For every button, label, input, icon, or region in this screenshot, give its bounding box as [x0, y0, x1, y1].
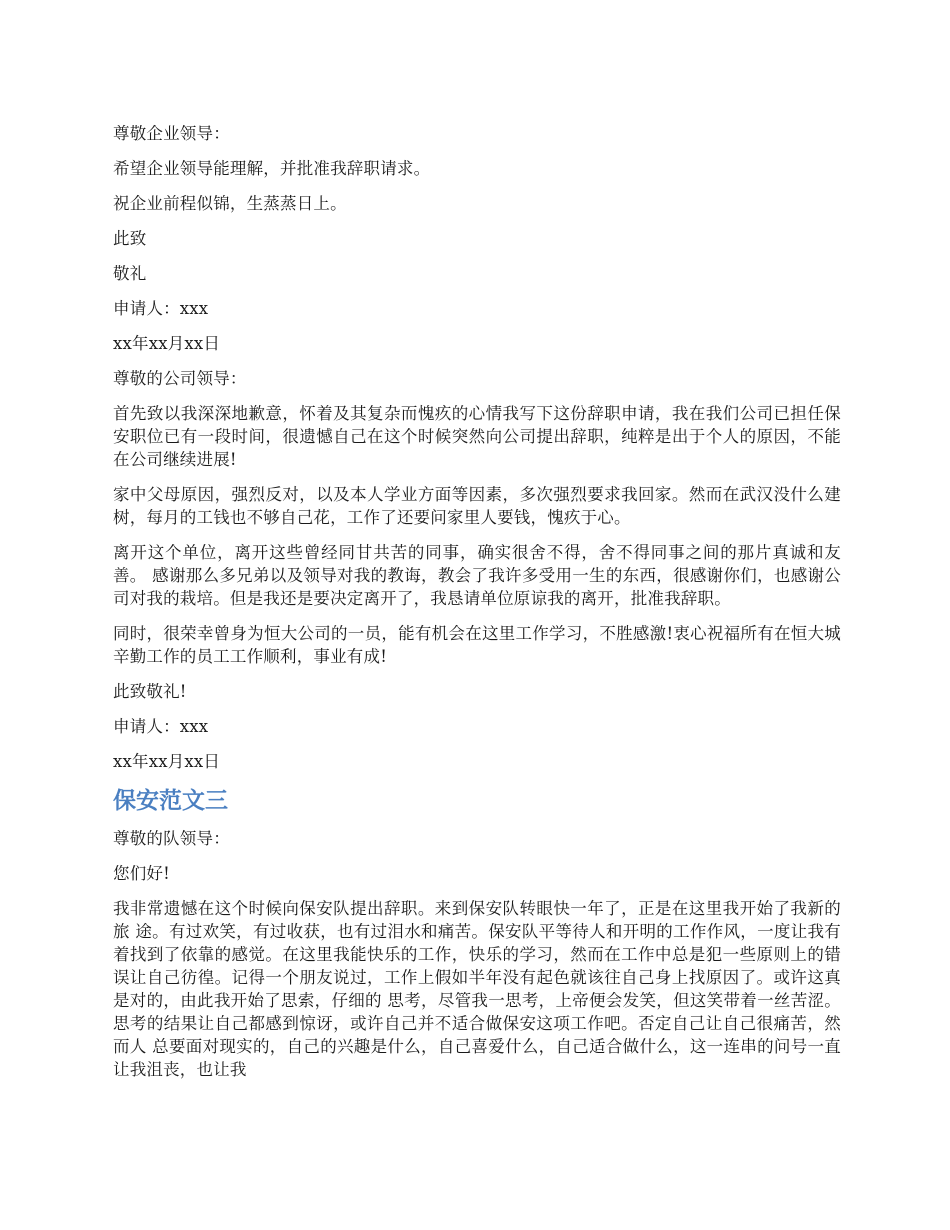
closing-jingli: 敬礼 [113, 264, 147, 283]
body-paragraph: 家中父母原因，强烈反对，以及本人学业方面等因素，多次强烈要求我回家。然而在武汉没什么建树，每月的工钱也不够自己花，工作了还要问家里人要钱，愧疚于心。 [113, 485, 841, 527]
greeting-line: 您们好! [113, 864, 170, 883]
closing-line: 此致敬礼! [113, 682, 187, 701]
body-paragraph: 同时，很荣幸曾身为恒大公司的一员，能有机会在这里工作学习，不胜感激!衷心祝福所有在恒大城辛勤工作的员工工作顺利，事业有成! [113, 624, 841, 666]
closing-cizhi: 此致 [113, 229, 147, 248]
applicant-line: 申请人：xxx [113, 717, 209, 736]
date-line: xx年xx月xx日 [113, 752, 221, 771]
request-line: 希望企业领导能理解，并批准我辞职请求。 [113, 159, 431, 178]
salutation: 尊敬的公司领导： [113, 369, 247, 388]
salutation: 尊敬企业领导： [113, 124, 230, 143]
salutation: 尊敬的队领导： [113, 829, 230, 848]
wish-line: 祝企业前程似锦，生蒸蒸日上。 [113, 194, 347, 213]
date-line: xx年xx月xx日 [113, 334, 221, 353]
document-page [113, 122, 841, 1093]
applicant-line: 申请人：xxx [113, 299, 209, 318]
section-heading: 保安范文三 [113, 788, 228, 814]
body-paragraph: 我非常遗憾在这个时候向保安队提出辞职。来到保安队转眼快一年了，正是在这里我开始了我新的旅 途。有过欢笑，有过收获，也有过泪水和痛苦。保安队平等待人和开明的工作作风，一度让我有着找到了依靠的感觉。在这里我能快乐的工作，快乐的学习，然而在工作中总是犯一些原则上的错误让自己彷徨。记得一个朋友说过，工作上假如半年没有起色就该往自己身上找原因了。或许这真是对的，由此我开始了思索，仔细的 思考，尽管我一思考，上帝便会发笑，但这笑带着一丝苦涩。思考的结果让自己都感到惊讶，或许自己并不适合做保安这项工作吧。否定自己让自己很痛苦，然而人 总要面对现实的，自己的兴趣是什么，自己喜爱什么，自己适合做什么，这一连串的问号一直让我沮丧，也让我 [113, 899, 841, 1079]
body-paragraph: 首先致以我深深地歉意，怀着及其复杂而愧疚的心情我写下这份辞职申请，我在我们公司已担任保安职位已有一段时间，很遗憾自己在这个时候突然向公司提出辞职，纯粹是出于个人的原因，不能在公司继续进展! [113, 404, 841, 469]
body-paragraph: 离开这个单位，离开这些曾经同甘共苦的同事，确实很舍不得，舍不得同事之间的那片真诚和友善。 感谢那么多兄弟以及领导对我的教诲，教会了我许多受用一生的东西，很感谢你们，也感谢公司对我的栽培。但是我还是要决定离开了，我恳请单位原谅我的离开，批准我辞职。 [113, 543, 841, 608]
